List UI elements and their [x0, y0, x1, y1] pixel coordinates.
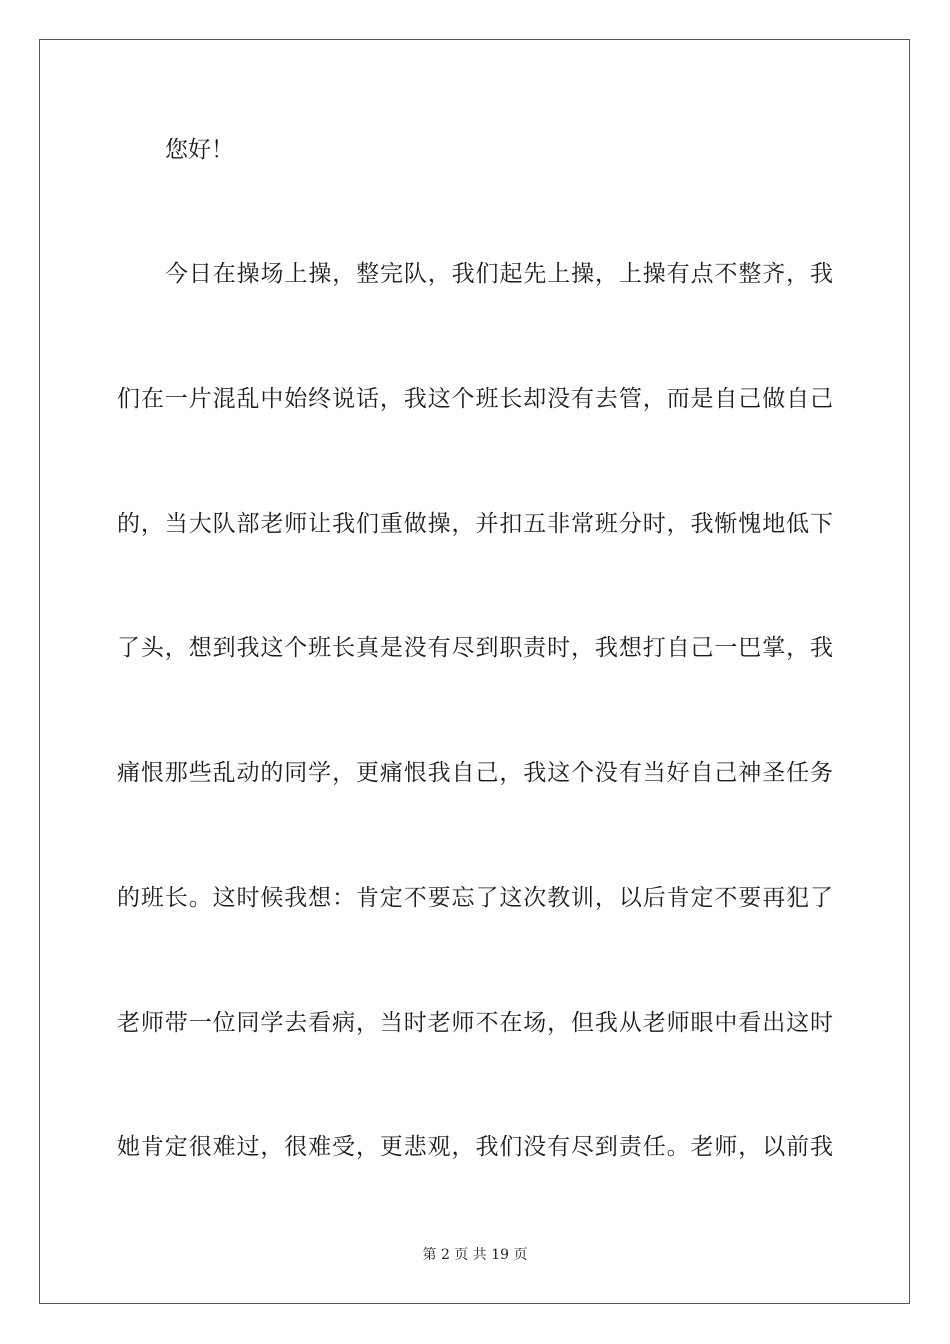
paragraph-line-4: 了头，想到我这个班长真是没有尽到职责时，我想打自己一巴掌，我 [117, 635, 833, 661]
page-number-footer: 第 2 页 共 19 页 [422, 1247, 528, 1263]
paragraph-line-8: 她肯定很难过，很难受，更悲观，我们没有尽到责任。老师，以前我 [117, 1134, 833, 1160]
paragraph-line-7: 老师带一位同学去看病，当时老师不在场，但我从老师眼中看出这时 [117, 1010, 833, 1036]
page-border [39, 39, 910, 1304]
paragraph-line-1: 今日在操场上操，整完队，我们起先上操，上操有点不整齐，我 [165, 261, 833, 287]
greeting-line: 您好！ [165, 137, 234, 163]
paragraph-line-2: 们在一片混乱中始终说话，我这个班长却没有去管，而是自己做自己 [117, 386, 833, 412]
paragraph-line-3: 的，当大队部老师让我们重做操，并扣五非常班分时，我惭愧地低下 [117, 511, 833, 537]
paragraph-line-6: 的班长。这时候我想：肯定不要忘了这次教训，以后肯定不要再犯了 [117, 885, 833, 911]
paragraph-line-5: 痛恨那些乱动的同学，更痛恨我自己，我这个没有当好自己神圣任务 [117, 760, 833, 786]
